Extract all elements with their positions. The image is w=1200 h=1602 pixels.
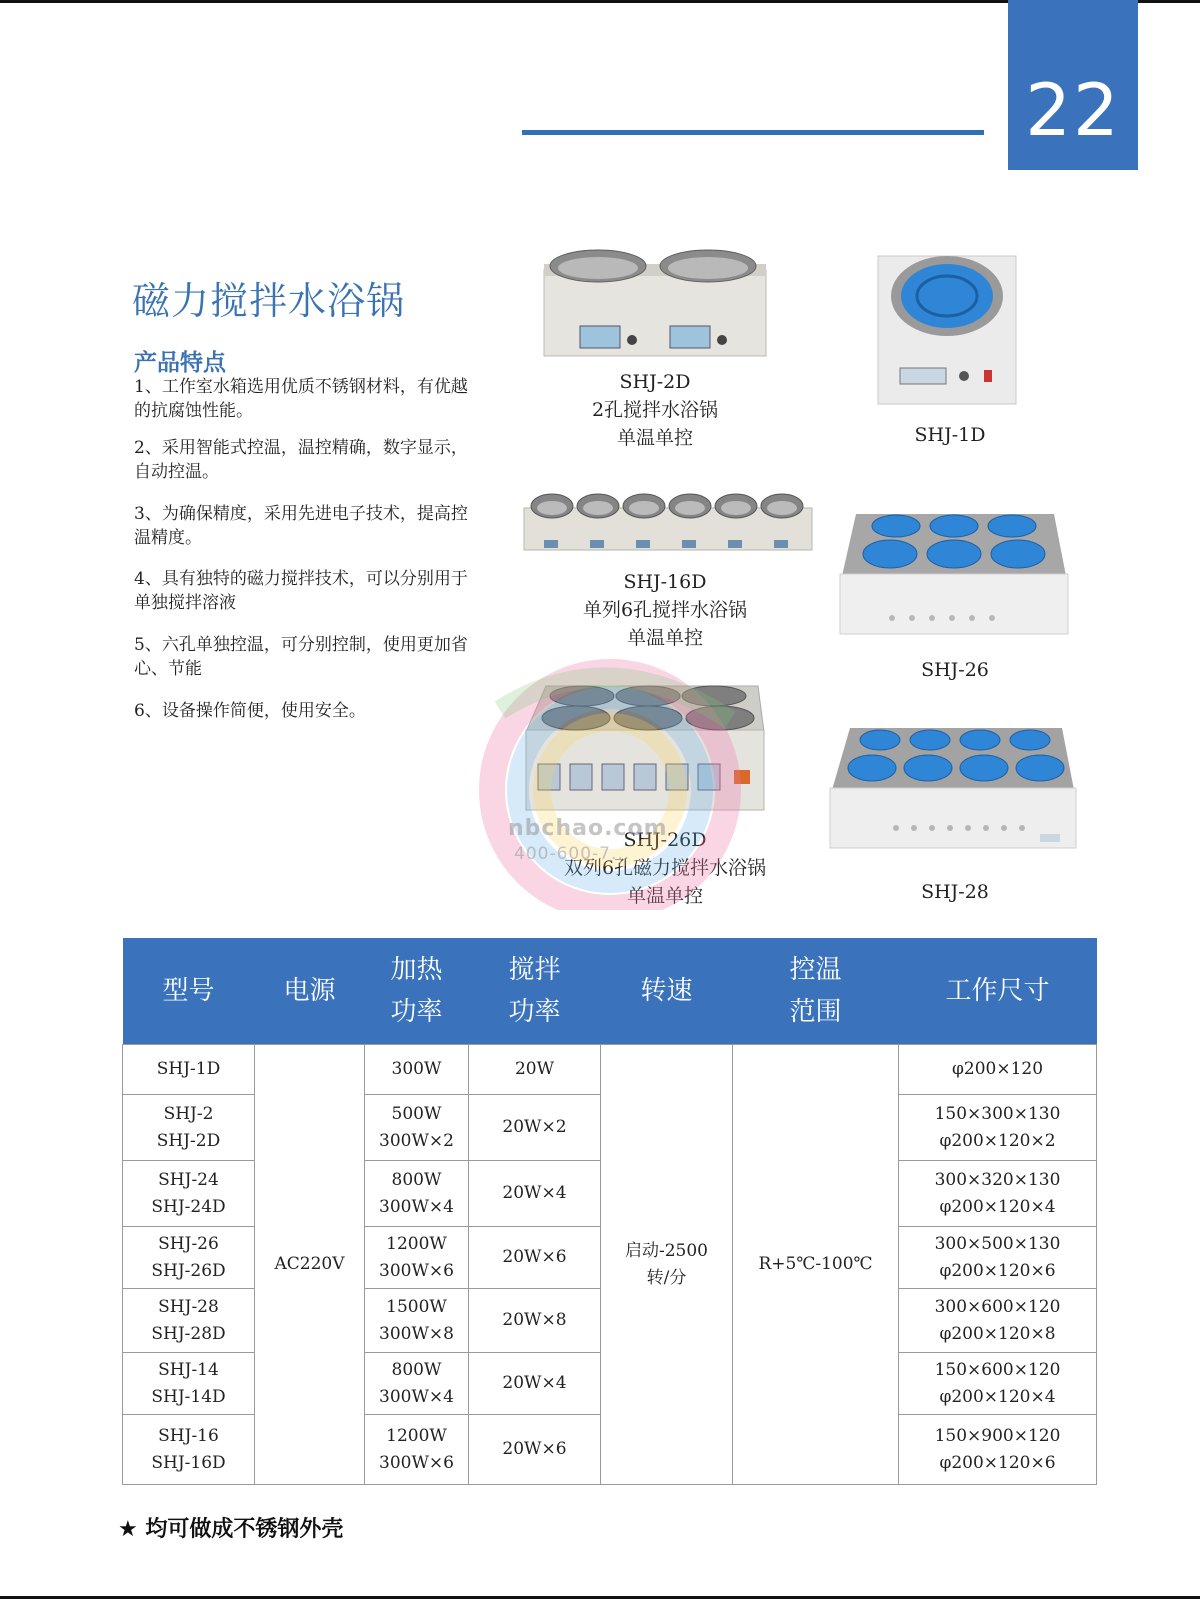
cell-model-line2: SHJ-26D bbox=[151, 1260, 226, 1281]
header-heat-line1: 加热 bbox=[390, 955, 443, 985]
cell-size bbox=[899, 1095, 1097, 1161]
product-desc: 双列6孔磁力搅拌水浴锅 bbox=[563, 857, 767, 879]
watermark-phone: 400-600-7... bbox=[514, 844, 631, 864]
cell-size-line1: 150×600×120 bbox=[934, 1359, 1061, 1380]
cell-heat-line2: 300W×4 bbox=[379, 1386, 454, 1407]
cell-size-line2: φ200×120×2 bbox=[939, 1130, 1056, 1151]
product-model: SHJ-26 bbox=[921, 659, 989, 681]
product-model: SHJ-28 bbox=[921, 881, 989, 903]
product-image-shj-1d bbox=[872, 250, 1022, 406]
product-image-shj-28 bbox=[826, 724, 1080, 852]
cell-size bbox=[899, 1353, 1097, 1415]
cell-model bbox=[123, 1227, 255, 1289]
cell-heat-line1: 1200W bbox=[386, 1425, 447, 1446]
header-speed: 转速 bbox=[601, 938, 733, 1045]
cell-model-line2: SHJ-24D bbox=[151, 1196, 226, 1217]
cell-heat-line2: 300W×6 bbox=[379, 1260, 454, 1281]
cell-heat bbox=[365, 1227, 469, 1289]
cell-model bbox=[123, 1045, 255, 1095]
cell-model-line1: SHJ-26 bbox=[158, 1233, 219, 1254]
cell-heat-line1: 800W bbox=[391, 1169, 442, 1190]
features-heading: 产品特点 bbox=[134, 350, 226, 376]
cell-heat bbox=[365, 1289, 469, 1353]
product-image-shj-16d bbox=[522, 490, 814, 560]
cell-size-line2: φ200×120×4 bbox=[939, 1196, 1056, 1217]
cell-model-line1: SHJ-24 bbox=[158, 1169, 219, 1190]
cell-heat bbox=[365, 1415, 469, 1485]
cell-model-line1: SHJ-28 bbox=[158, 1296, 219, 1317]
feature-item: 4、具有独特的磁力搅拌技术，可以分别用于单独搅拌溶液 bbox=[134, 569, 468, 613]
header-model: 型号 bbox=[123, 938, 255, 1045]
cell-heat-line1: 300W bbox=[391, 1059, 442, 1079]
cell-stir: 20W×6 bbox=[469, 1415, 601, 1485]
cell-stir: 20W bbox=[469, 1045, 601, 1095]
product-control: 单温单控 bbox=[626, 627, 703, 649]
cell-size bbox=[899, 1415, 1097, 1485]
cell-stir: 20W×8 bbox=[469, 1289, 601, 1353]
cell-heat-line1: 1500W bbox=[386, 1296, 447, 1317]
cell-stir: 20W×4 bbox=[469, 1161, 601, 1227]
cell-model-line1: SHJ-1D bbox=[156, 1059, 221, 1079]
header-temp bbox=[733, 938, 899, 1045]
cell-model-line2: SHJ-2D bbox=[156, 1130, 221, 1151]
header-heat bbox=[365, 938, 469, 1045]
cell-model bbox=[123, 1353, 255, 1415]
cell-heat-line2: 300W×4 bbox=[379, 1196, 454, 1217]
product-image-shj-26d bbox=[522, 684, 768, 816]
cell-size bbox=[899, 1161, 1097, 1227]
cell-heat bbox=[365, 1095, 469, 1161]
cell-size-line2: φ200×120×8 bbox=[939, 1323, 1056, 1344]
header-stir-line1: 搅拌 bbox=[508, 955, 561, 985]
header-temp-line2: 范围 bbox=[789, 997, 842, 1027]
cell-heat bbox=[365, 1161, 469, 1227]
cell-speed-line1: 启动-2500 bbox=[624, 1240, 708, 1261]
cell-heat-line1: 800W bbox=[391, 1359, 442, 1380]
cell-heat-line1: 1200W bbox=[386, 1233, 447, 1254]
cell-model bbox=[123, 1161, 255, 1227]
cell-heat bbox=[365, 1353, 469, 1415]
cell-heat bbox=[365, 1045, 469, 1095]
feature-item: 3、为确保精度，采用先进电子技术，提高控温精度。 bbox=[134, 504, 468, 548]
spec-table bbox=[122, 938, 1097, 1485]
cell-size-line1: 150×300×130 bbox=[934, 1103, 1061, 1124]
cell-size-line1: 300×600×120 bbox=[934, 1296, 1061, 1317]
cell-model bbox=[123, 1095, 255, 1161]
cell-speed bbox=[601, 1045, 733, 1485]
cell-stir: 20W×4 bbox=[469, 1353, 601, 1415]
product-desc: 单列6孔搅拌水浴锅 bbox=[582, 599, 748, 621]
table-header-row bbox=[123, 938, 1097, 1045]
cell-model-line2: SHJ-14D bbox=[151, 1386, 226, 1407]
product-model: SHJ-1D bbox=[914, 424, 986, 446]
bottom-rule bbox=[0, 1596, 1200, 1599]
feature-item: 2、采用智能式控温，温控精确，数字显示，自动控温。 bbox=[134, 438, 468, 482]
cell-size-line1: 150×900×120 bbox=[934, 1425, 1061, 1446]
product-model: SHJ-16D bbox=[623, 571, 707, 593]
product-image-shj-26 bbox=[832, 508, 1076, 638]
cell-temp-range: R+5℃-100℃ bbox=[733, 1045, 899, 1485]
cell-speed-line2: 转/分 bbox=[646, 1267, 687, 1288]
cell-heat-line2: 300W×6 bbox=[379, 1452, 454, 1473]
header-stir bbox=[469, 938, 601, 1045]
cell-heat-line2: 300W×2 bbox=[379, 1130, 454, 1151]
product-model: SHJ-26D bbox=[623, 829, 707, 851]
header-stir-line2: 功率 bbox=[508, 997, 561, 1027]
cell-size-line1: φ200×120 bbox=[951, 1059, 1044, 1079]
cell-model-line1: SHJ-16 bbox=[158, 1425, 219, 1446]
cell-heat-line1: 500W bbox=[391, 1103, 442, 1124]
feature-item: 6、设备操作简便，使用安全。 bbox=[134, 701, 366, 721]
cell-size bbox=[899, 1227, 1097, 1289]
product-control: 单温单控 bbox=[616, 427, 693, 449]
cell-model-line1: SHJ-2 bbox=[163, 1103, 214, 1124]
footnote: ★ 均可做成不锈钢外壳 bbox=[118, 1517, 344, 1542]
product-control: 单温单控 bbox=[626, 885, 703, 907]
cell-size bbox=[899, 1045, 1097, 1095]
cell-size-line2: φ200×120×6 bbox=[939, 1452, 1056, 1473]
product-desc: 2孔搅拌水浴锅 bbox=[591, 399, 719, 421]
cell-power: AC220V bbox=[255, 1045, 365, 1485]
feature-item: 5、六孔单独控温，可分别控制，使用更加省心、节能 bbox=[134, 635, 468, 679]
header-power: 电源 bbox=[255, 938, 365, 1045]
table-row bbox=[123, 1045, 1097, 1095]
cell-size-line1: 300×500×130 bbox=[934, 1233, 1061, 1254]
feature-item: 1、工作室水箱选用优质不锈钢材料，有优越的抗腐蚀性能。 bbox=[134, 377, 468, 421]
header-temp-line1: 控温 bbox=[789, 955, 842, 985]
header-line bbox=[522, 130, 984, 135]
cell-size-line1: 300×320×130 bbox=[934, 1169, 1061, 1190]
page-title: 磁力搅拌水浴锅 bbox=[132, 279, 406, 323]
page-number: 22 bbox=[1025, 68, 1121, 152]
cell-model bbox=[123, 1415, 255, 1485]
cell-stir: 20W×2 bbox=[469, 1095, 601, 1161]
cell-model-line2: SHJ-28D bbox=[151, 1323, 226, 1344]
cell-heat-line2: 300W×8 bbox=[379, 1323, 454, 1344]
product-image-shj-2d bbox=[540, 246, 770, 358]
cell-model-line2: SHJ-16D bbox=[151, 1452, 226, 1473]
page-number-box bbox=[1008, 0, 1138, 170]
header-heat-line2: 功率 bbox=[390, 997, 443, 1027]
cell-model bbox=[123, 1289, 255, 1353]
cell-size bbox=[899, 1289, 1097, 1353]
product-model: SHJ-2D bbox=[619, 371, 691, 393]
cell-stir: 20W×6 bbox=[469, 1227, 601, 1289]
watermark-text: nbchao.com bbox=[508, 816, 668, 841]
cell-size-line2: φ200×120×6 bbox=[939, 1260, 1056, 1281]
header-size: 工作尺寸 bbox=[899, 938, 1097, 1045]
cell-model-line1: SHJ-14 bbox=[158, 1359, 219, 1380]
cell-size-line2: φ200×120×4 bbox=[939, 1386, 1056, 1407]
